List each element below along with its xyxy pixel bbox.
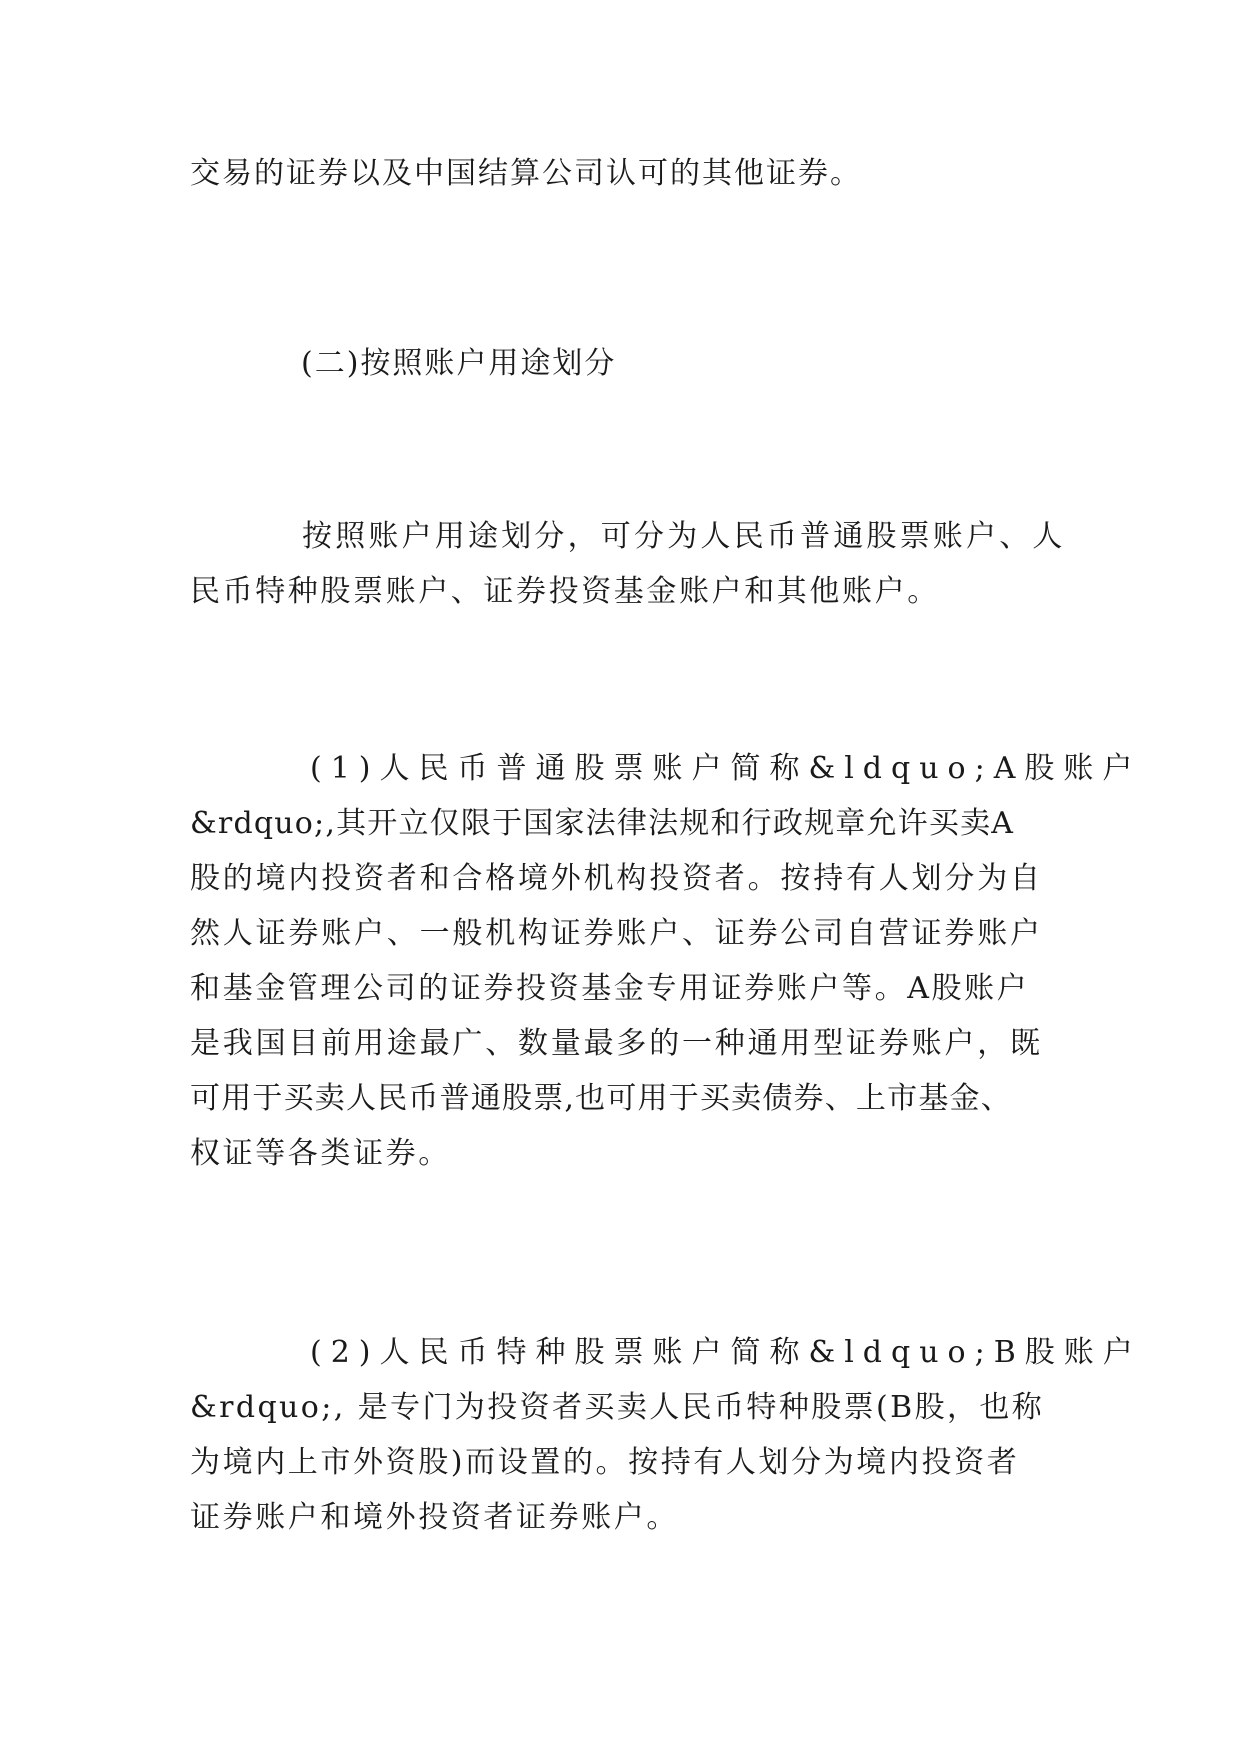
text-line: (1)人民币普通股票账户简称&ldquo;A股账户 <box>310 751 1142 786</box>
paragraph-a-share-account <box>190 741 1142 1181</box>
text-line: 可用于买卖人民币普通股票,也可用于买卖债券、上市基金、 <box>190 1081 1012 1116</box>
text-line: 然人证券账户、一般机构证券账户、证券公司自营证券账户 <box>190 916 1043 951</box>
text-line: (2)人民币特种股票账户简称&ldquo;B股账户 <box>310 1335 1142 1370</box>
text-line: 民币特种股票账户、证券投资基金账户和其他账户。 <box>190 574 940 609</box>
text-line: 股的境内投资者和合格境外机构投资者。按持有人划分为自 <box>190 861 1043 896</box>
text-line: 证券账户和境外投资者证券账户。 <box>190 1500 679 1535</box>
text-line: &rdquo;, 是专门为投资者买卖人民币特种股票(B股，也称 <box>190 1390 1045 1425</box>
text-line: 为境内上市外资股)而设置的。按持有人划分为境内投资者 <box>190 1445 1020 1480</box>
text-line: 按照账户用途划分，可分为人民币普通股票账户、人 <box>302 519 1066 554</box>
paragraph-continuation <box>190 146 1052 201</box>
paragraph-account-usage <box>190 509 1066 619</box>
text-line: 是我国目前用途最广、数量最多的一种通用型证券账户，既 <box>190 1026 1043 1061</box>
text-line: 和基金管理公司的证券投资基金专用证券账户等。A股账户 <box>190 971 1030 1006</box>
text-line: 权证等各类证券。 <box>190 1136 451 1171</box>
text-line: 交易的证券以及中国结算公司认可的其他证券。 <box>190 156 862 191</box>
section-heading: (二)按照账户用途划分 <box>301 346 617 381</box>
text-line: &rdquo;,其开立仅限于国家法律法规和行政规章允许买卖A <box>190 806 1015 841</box>
paragraph-b-share-account <box>190 1325 1142 1545</box>
